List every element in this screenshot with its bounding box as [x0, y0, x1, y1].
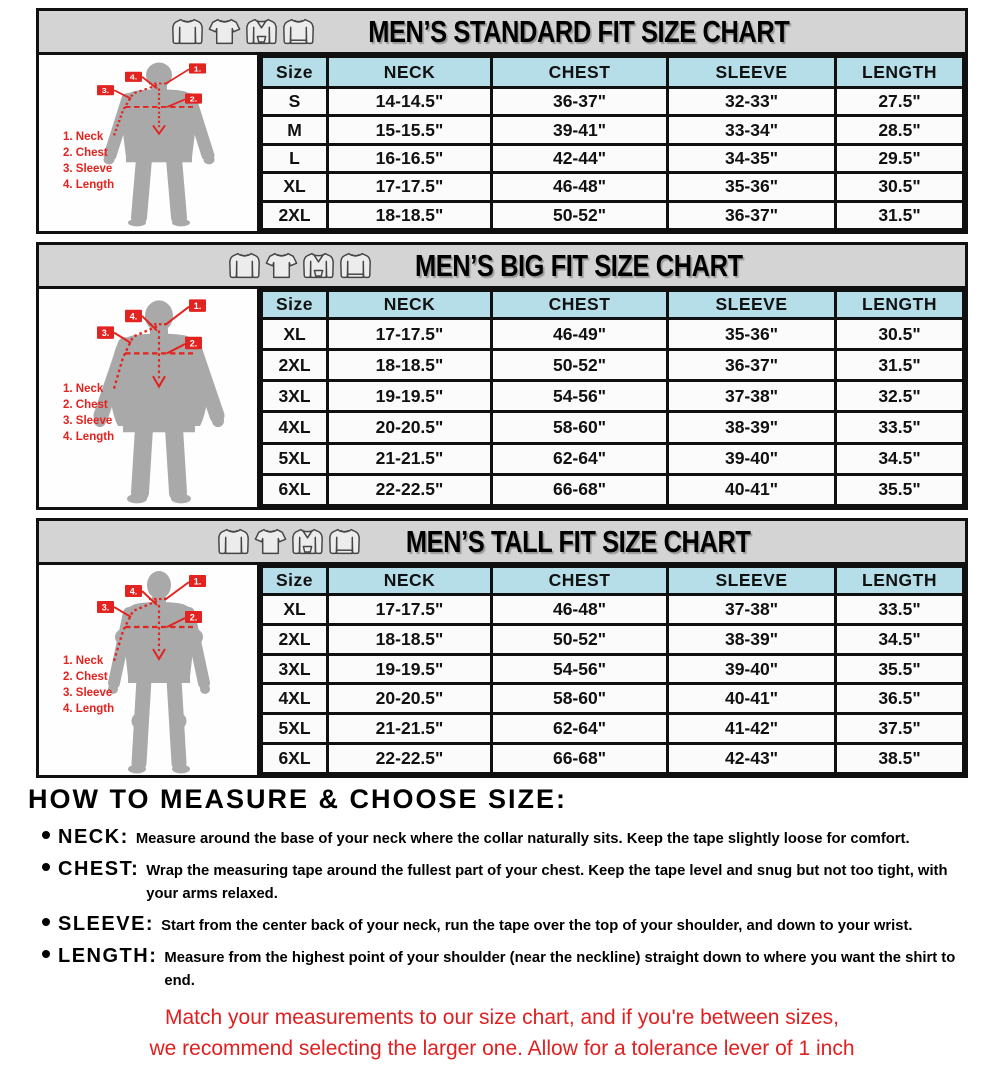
measurement-cell: 33.5" [836, 595, 964, 625]
sweatshirt-icon [326, 525, 363, 558]
marker-2: 2. [189, 338, 198, 349]
measure-legend [63, 381, 114, 445]
measurement-cell: 38-39" [668, 624, 836, 654]
t-shirt-icon [252, 525, 289, 558]
legend-neck: 1. Neck [63, 655, 104, 668]
hoodie-icon [243, 15, 280, 48]
measurement-cell: 35-36" [668, 319, 836, 350]
how-to-text: Wrap the measuring tape around the fullest part of your chest. Keep the tape level and snug but not too tight, with your arms relaxed. [146, 862, 948, 902]
measurement-cell: 37-38" [668, 381, 836, 412]
measurement-cell: 50-52" [492, 201, 668, 229]
size-cell: S [262, 88, 328, 116]
measurement-cell: 39-41" [492, 116, 668, 144]
measurement-cell: 30.5" [836, 319, 964, 350]
column-header-length: LENGTH [836, 57, 964, 88]
column-header-chest: CHEST [492, 57, 668, 88]
legend-length: 4. Length [63, 703, 115, 716]
long-sleeve-shirt-icon [169, 15, 206, 48]
measurement-cell: 50-52" [492, 624, 668, 654]
measurement-cell: 35-36" [668, 173, 836, 201]
measurement-cell: 38-39" [668, 412, 836, 443]
column-header-sleeve: SLEEVE [668, 291, 836, 319]
header-row [262, 291, 964, 319]
size-row-6xl [262, 744, 964, 774]
measurement-cell: 40-41" [668, 684, 836, 714]
measurement-cell: 36.5" [836, 684, 964, 714]
column-header-sleeve: SLEEVE [668, 567, 836, 595]
measurement-cell: 15-15.5" [328, 116, 492, 144]
how-to-label: NECK: [58, 826, 129, 848]
measurement-cell: 46-48" [492, 595, 668, 625]
garment-icons [226, 249, 374, 282]
measurement-cell: 37-38" [668, 595, 836, 625]
marker-1: 1. [193, 301, 202, 312]
size-row-2xl [262, 201, 964, 229]
measurement-cell: 33.5" [836, 412, 964, 443]
measurement-cell: 31.5" [836, 350, 964, 381]
legend-length: 4. Length [63, 430, 115, 443]
chart-title: MEN’S TALL FIT SIZE CHART [406, 524, 751, 559]
tolerance-note-line2: we recommend selecting the larger one. Allow for a tolerance lever of 1 inch [149, 1037, 855, 1061]
measurement-cell: 32-33" [668, 88, 836, 116]
size-cell: 3XL [262, 654, 328, 684]
size-row-6xl [262, 474, 964, 505]
long-sleeve-shirt-icon [215, 525, 252, 558]
how-to-item-sleeve [42, 911, 976, 938]
big-body-figure [39, 289, 260, 507]
measurement-cell: 58-60" [492, 412, 668, 443]
measurement-cell: 66-68" [492, 474, 668, 505]
size-cell: XL [262, 595, 328, 625]
hoodie-icon [289, 525, 326, 558]
measurement-cell: 62-64" [492, 443, 668, 474]
tall-body-figure [39, 565, 260, 775]
marker-4: 4. [129, 311, 138, 322]
size-row-3xl [262, 654, 964, 684]
measurement-cell: 41-42" [668, 714, 836, 744]
size-cell: 4XL [262, 684, 328, 714]
size-row-2xl [262, 624, 964, 654]
measurement-cell: 17-17.5" [328, 173, 492, 201]
measurement-cell: 17-17.5" [328, 319, 492, 350]
measurement-cell: 17-17.5" [328, 595, 492, 625]
measurement-cell: 20-20.5" [328, 412, 492, 443]
measurement-cell: 34-35" [668, 144, 836, 172]
size-cell: 6XL [262, 744, 328, 774]
sweatshirt-icon [280, 15, 317, 48]
hoodie-icon [300, 249, 337, 282]
measurement-cell: 22-22.5" [328, 474, 492, 505]
measurement-cell: 30.5" [836, 173, 964, 201]
how-to-item-length [42, 943, 976, 993]
size-cell: 6XL [262, 474, 328, 505]
measurement-cell: 19-19.5" [328, 381, 492, 412]
marker-3: 3. [101, 602, 110, 613]
measurement-cell: 34.5" [836, 443, 964, 474]
column-header-length: LENGTH [836, 291, 964, 319]
measurement-cell: 28.5" [836, 116, 964, 144]
size-row-4xl [262, 684, 964, 714]
tolerance-note-line1: Match your measurements to our size chart, and if you're between sizes, [165, 1005, 839, 1029]
tall-fit-size-table [260, 565, 965, 775]
measurement-cell: 46-49" [492, 319, 668, 350]
measurement-cell: 46-48" [492, 173, 668, 201]
measurement-cell: 33-34" [668, 116, 836, 144]
marker-3: 3. [101, 328, 110, 339]
legend-sleeve: 3. Sleeve [63, 687, 113, 700]
measurement-cell: 18-18.5" [328, 350, 492, 381]
measurement-cell: 20-20.5" [328, 684, 492, 714]
marker-1: 1. [193, 576, 202, 587]
how-to-text: Measure around the base of your neck where the collar naturally sits. Keep the tape slightly loose for comfort. [135, 831, 910, 847]
bullet-icon [42, 863, 50, 871]
how-to-item-neck [42, 824, 976, 851]
measurement-cell: 36-37" [668, 350, 836, 381]
size-cell: L [262, 144, 328, 172]
t-shirt-icon [263, 249, 300, 282]
big-fit-title-band [39, 245, 965, 289]
measurement-cell: 14-14.5" [328, 88, 492, 116]
marker-3: 3. [101, 85, 110, 95]
measurement-cell: 34.5" [836, 624, 964, 654]
measurement-cell: 37.5" [836, 714, 964, 744]
size-row-5xl [262, 443, 964, 474]
tall-fit-chart-section [36, 518, 968, 778]
measurement-cell: 40-41" [668, 474, 836, 505]
measurement-cell: 16-16.5" [328, 144, 492, 172]
long-sleeve-shirt-icon [226, 249, 263, 282]
measurement-cell: 58-60" [492, 684, 668, 714]
size-row-xl [262, 595, 964, 625]
size-row-m [262, 116, 964, 144]
legend-chest: 2. Chest [63, 147, 108, 159]
measurement-cell: 21-21.5" [328, 443, 492, 474]
measurement-cell: 19-19.5" [328, 654, 492, 684]
marker-2: 2. [189, 94, 198, 104]
measurement-cell: 31.5" [836, 201, 964, 229]
measurement-cell: 36-37" [668, 201, 836, 229]
measurement-cell: 39-40" [668, 443, 836, 474]
column-header-length: LENGTH [836, 567, 964, 595]
size-row-3xl [262, 381, 964, 412]
measurement-cell: 18-18.5" [328, 624, 492, 654]
standard-body-figure [39, 55, 260, 231]
bullet-icon [42, 831, 50, 839]
measurement-cell: 50-52" [492, 350, 668, 381]
size-row-5xl [262, 714, 964, 744]
size-cell: 4XL [262, 412, 328, 443]
t-shirt-icon [206, 15, 243, 48]
column-header-neck: NECK [328, 291, 492, 319]
measurement-cell: 62-64" [492, 714, 668, 744]
size-cell: 2XL [262, 350, 328, 381]
size-row-4xl [262, 412, 964, 443]
marker-4: 4. [129, 72, 138, 82]
size-row-2xl [262, 350, 964, 381]
standard-fit-title-band [39, 11, 965, 55]
how-to-text: Start from the center back of your neck, run the tape over the top of your shoulder, and down to your wrist. [161, 917, 913, 934]
size-cell: 3XL [262, 381, 328, 412]
column-header-neck: NECK [328, 567, 492, 595]
measurement-cell: 27.5" [836, 88, 964, 116]
bullet-icon [42, 950, 50, 958]
size-cell: XL [262, 173, 328, 201]
measurement-cell: 18-18.5" [328, 201, 492, 229]
header-row [262, 567, 964, 595]
tall-fit-title-band [39, 521, 965, 565]
column-header-size: Size [262, 567, 328, 595]
bullet-icon [42, 918, 50, 926]
measurement-cell: 36-37" [492, 88, 668, 116]
measure-legend [63, 129, 114, 193]
how-to-text: Measure from the highest point of your shoulder (near the neckline) straight down to where you want the shirt to end. [164, 949, 956, 989]
how-to-list [28, 824, 976, 993]
how-to-item-chest [42, 856, 976, 906]
legend-length: 4. Length [63, 179, 115, 192]
measurement-cell: 42-44" [492, 144, 668, 172]
chart-title: MEN’S BIG FIT SIZE CHART [414, 248, 743, 283]
measurement-cell: 35.5" [836, 654, 964, 684]
how-to-label: SLEEVE: [58, 912, 155, 935]
column-header-sleeve: SLEEVE [668, 57, 836, 88]
garment-icons [215, 525, 363, 558]
marker-4: 4. [129, 586, 138, 597]
measurement-cell: 39-40" [668, 654, 836, 684]
measurement-cell: 35.5" [836, 474, 964, 505]
how-to-label: CHEST: [58, 857, 140, 880]
legend-chest: 2. Chest [63, 398, 108, 411]
big-fit-chart-section [36, 242, 968, 510]
legend-neck: 1. Neck [63, 130, 104, 143]
legend-chest: 2. Chest [63, 671, 108, 684]
column-header-size: Size [262, 57, 328, 88]
marker-2: 2. [189, 612, 198, 623]
legend-sleeve: 3. Sleeve [63, 163, 113, 176]
size-row-s [262, 88, 964, 116]
standard-fit-chart-section [36, 8, 968, 234]
size-cell: 5XL [262, 714, 328, 744]
how-to-title: HOW TO MEASURE & CHOOSE SIZE: [28, 784, 568, 814]
size-row-xl [262, 173, 964, 201]
measurement-cell: 66-68" [492, 744, 668, 774]
measurement-cell: 42-43" [668, 744, 836, 774]
measurement-cell: 29.5" [836, 144, 964, 172]
size-cell: XL [262, 319, 328, 350]
legend-neck: 1. Neck [63, 382, 104, 395]
header-row [262, 57, 964, 88]
chart-title: MEN’S STANDARD FIT SIZE CHART [367, 14, 790, 49]
measurement-cell: 21-21.5" [328, 714, 492, 744]
legend-sleeve: 3. Sleeve [63, 414, 113, 427]
sweatshirt-icon [337, 249, 374, 282]
measurement-cell: 38.5" [836, 744, 964, 774]
column-header-chest: CHEST [492, 291, 668, 319]
how-to-measure-section [28, 784, 976, 1065]
column-header-neck: NECK [328, 57, 492, 88]
size-row-l [262, 144, 964, 172]
size-cell: M [262, 116, 328, 144]
standard-fit-size-table [260, 55, 965, 231]
how-to-label: LENGTH: [58, 944, 158, 967]
measurement-cell: 54-56" [492, 381, 668, 412]
size-cell: 5XL [262, 443, 328, 474]
measurement-cell: 54-56" [492, 654, 668, 684]
measurement-cell: 32.5" [836, 381, 964, 412]
size-cell: 2XL [262, 201, 328, 229]
tolerance-note [28, 1002, 976, 1065]
measure-legend [63, 653, 114, 717]
size-row-xl [262, 319, 964, 350]
column-header-chest: CHEST [492, 567, 668, 595]
measurement-cell: 22-22.5" [328, 744, 492, 774]
big-fit-size-table [260, 289, 965, 507]
marker-1: 1. [193, 64, 202, 74]
size-cell: 2XL [262, 624, 328, 654]
column-header-size: Size [262, 291, 328, 319]
garment-icons [169, 15, 317, 48]
